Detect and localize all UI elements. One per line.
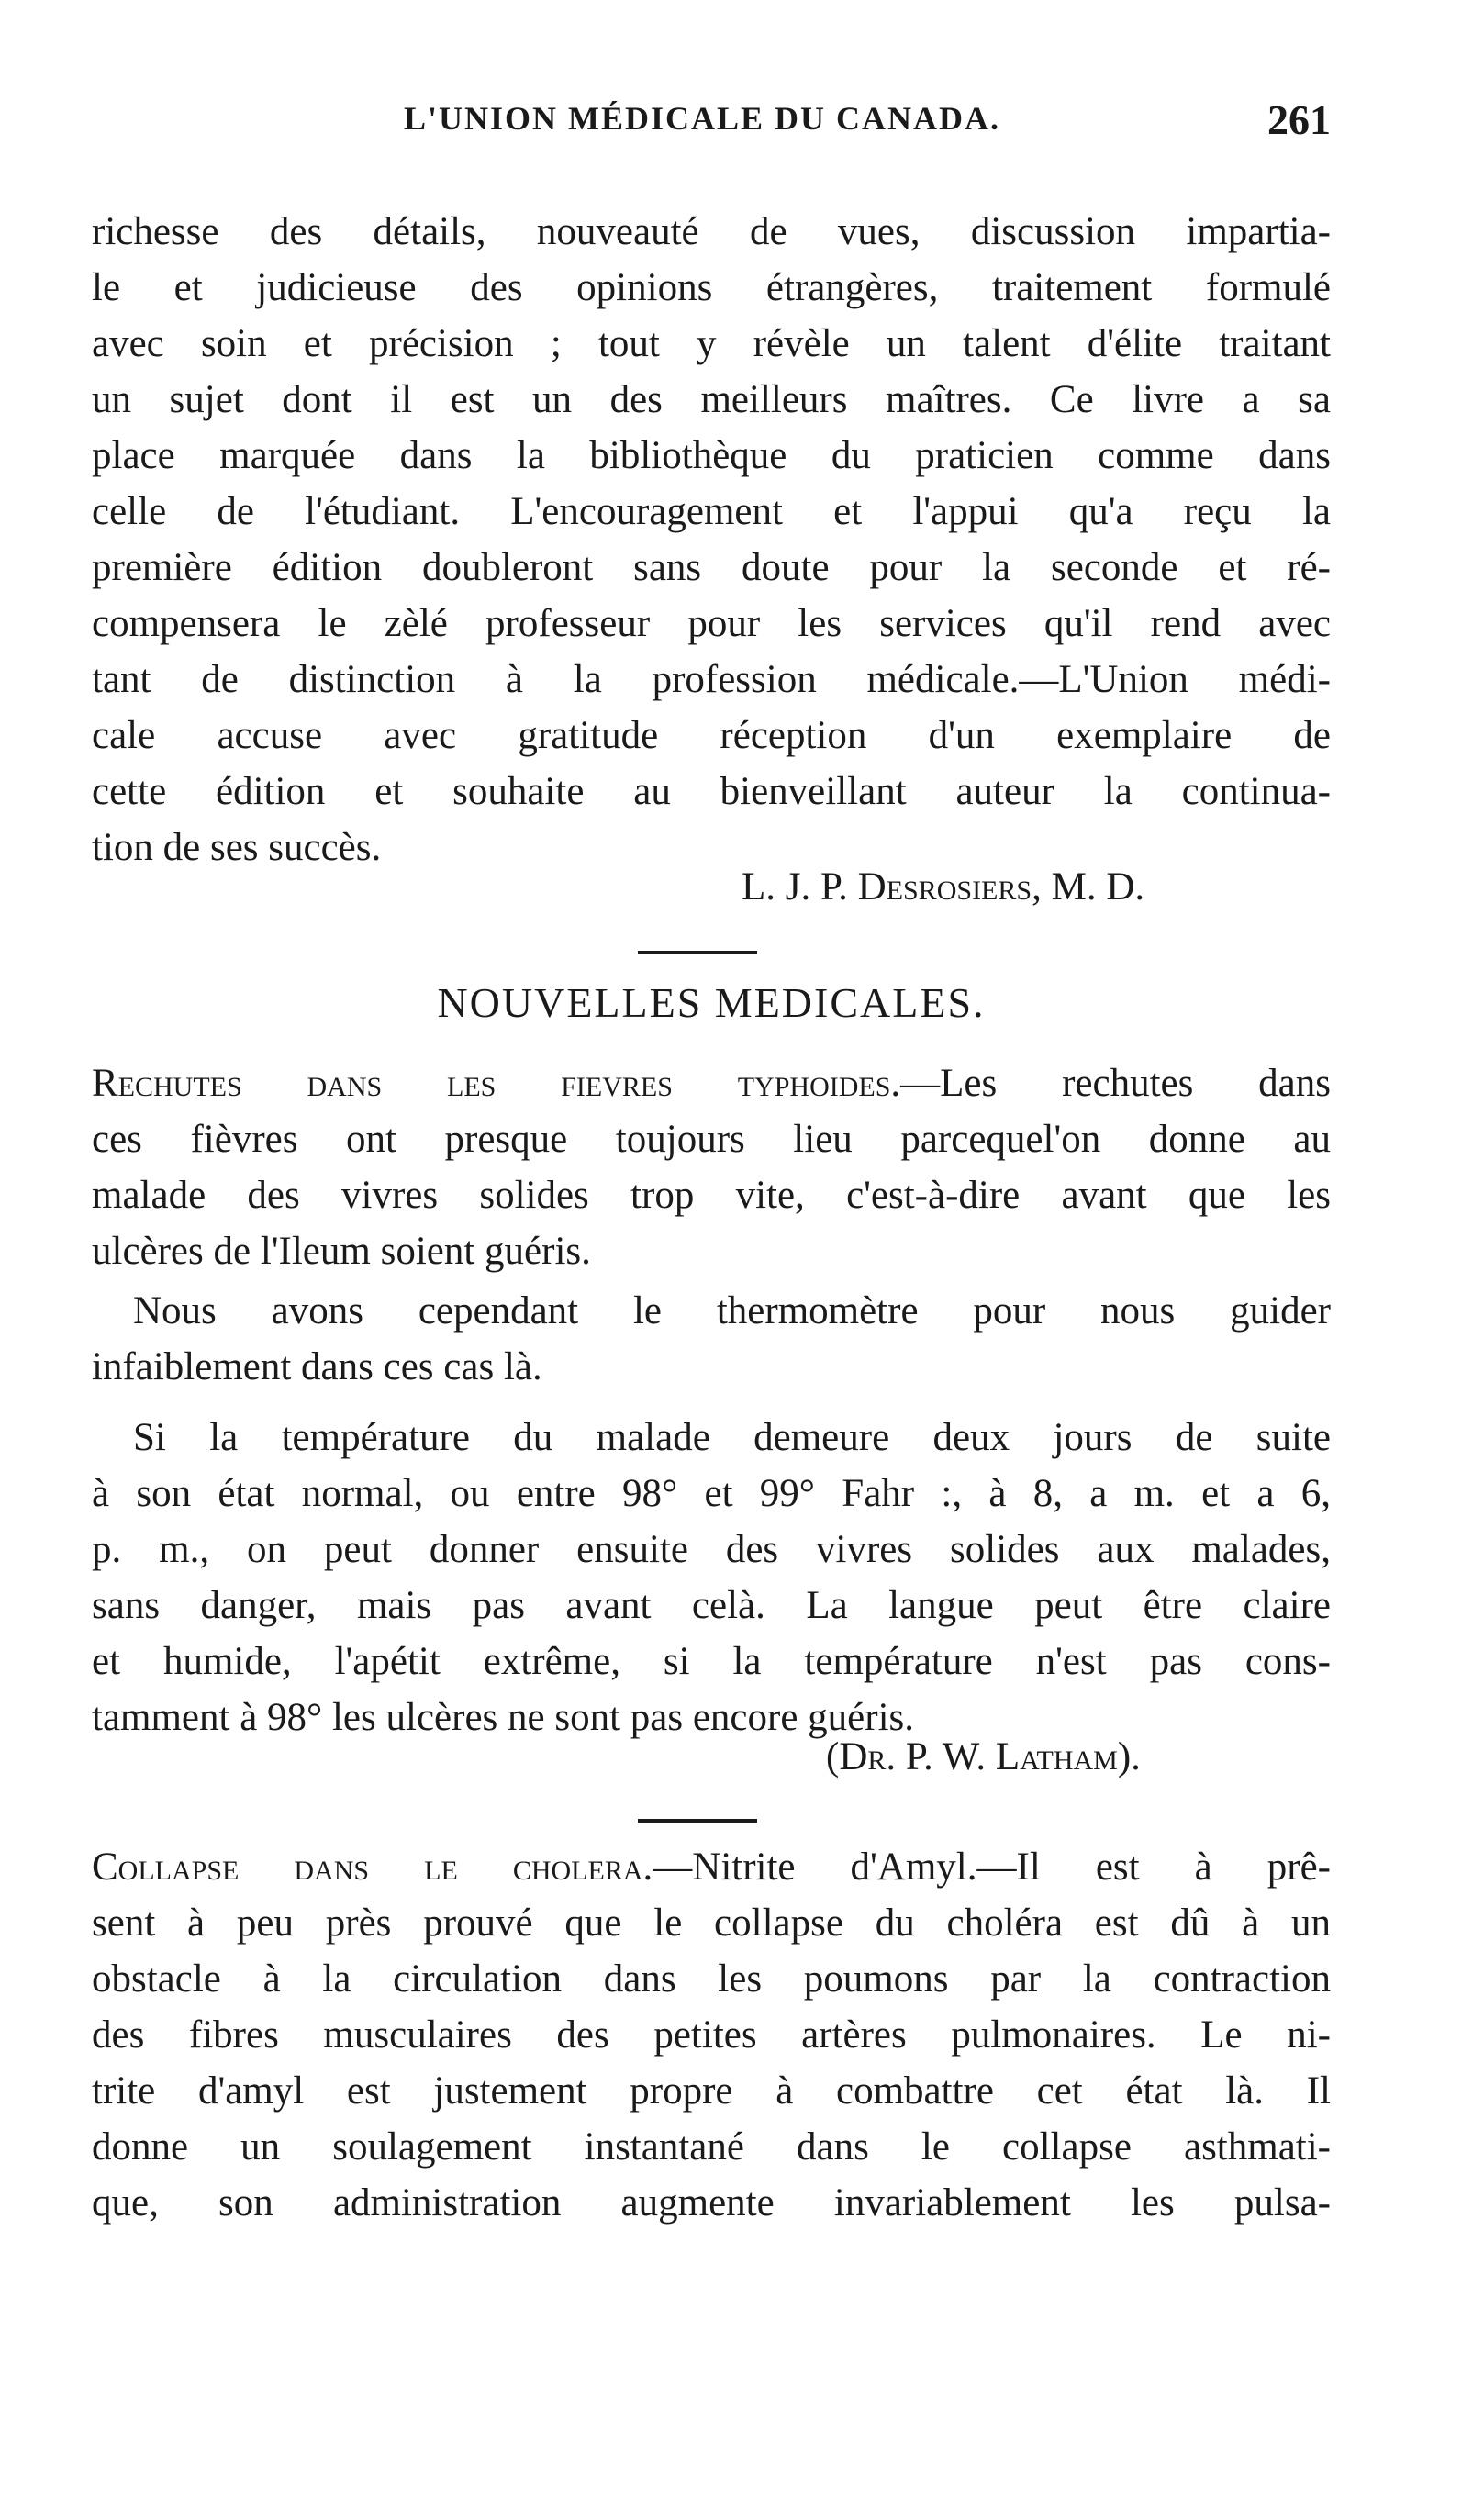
rechutes-paragraph-3 [92,1410,1331,1745]
text-run: —Les rechutes dans [900,1062,1331,1105]
text-line: des fibres musculaires des petites artères pulmonaires. Le ni- [92,2013,1331,2057]
text-line: sent à peu près prouvé que le collapse du choléra est dû à un [92,1901,1331,1945]
text-line: donne un soulagement instantané dans le collapse asthmati- [92,2125,1331,2169]
text-line: avec soin et précision ; tout y révèle un talent d'élite traitant [92,322,1331,365]
text-line: première édition doubleront sans doute pour la seconde et ré- [92,546,1331,589]
text-line: infaiblement dans ces cas là. [92,1345,542,1388]
text-line: celle de l'étudiant. L'encouragement et l'appui qu'a reçu la [92,490,1331,533]
review-signature: L. J. P. Desrosiers, M. D. [742,865,1145,909]
running-title: L'UNION MÉDICALE DU CANADA. [404,100,1001,137]
text-line: cette édition et souhaite au bienveillant auteur la continua- [92,770,1331,813]
section-divider [638,951,757,954]
text-line: malade des vivres solides trop vite, c'est-à-dire avant que les [92,1174,1331,1217]
rechutes-signature: (Dr. P. W. Latham). [826,1735,1141,1779]
article-heading: Collapse dans le cholera. [92,1846,653,1889]
review-paragraph [92,204,1331,875]
text-line: tion de ses succès. [92,826,382,869]
text-line: et humide, l'apétit extrême, si la température n'est pas cons- [92,1640,1331,1683]
text-run: —Nitrite d'Amyl.—Il est à prê- [653,1846,1332,1889]
text-line: tant de distinction à la profession médicale.—L'Union médi- [92,658,1331,701]
text-line: p. m., on peut donner ensuite des vivres solides aux malades, [92,1528,1331,1571]
text-line: un sujet dont il est un des meilleurs maîtres. Ce livre a sa [92,378,1331,421]
text-line: ces fièvres ont presque toujours lieu parcequel'on donne au [92,1118,1331,1161]
text-line: compensera le zèlé professeur pour les services qu'il rend avec [92,602,1331,645]
rechutes-paragraph-2 [92,1283,1331,1395]
section-title: NOUVELLES MEDICALES. [437,979,986,1026]
text-line: cale accuse avec gratitude réception d'un exemplaire de [92,714,1331,757]
page-header [92,96,1331,163]
text-line: obstacle à la circulation dans les poumons par la contraction [92,1957,1331,2001]
text-line: tamment à 98° les ulcères ne sont pas encore guéris. [92,1696,915,1739]
text-line: Nous avons cependant le thermomètre pour nous guider [133,1289,1331,1333]
text-line [92,1055,1331,1111]
text-line: que, son administration augmente invariablement les pulsa- [92,2181,1331,2225]
text-line: sans danger, mais pas avant celà. La langue peut être claire [92,1584,1331,1627]
text-line [92,1839,1331,1895]
text-line: place marquée dans la bibliothèque du praticien comme dans [92,434,1331,477]
page-number: 261 [1267,96,1331,143]
text-line: Si la température du malade demeure deux jours de suite [133,1416,1331,1459]
section-divider [638,1819,757,1823]
rechutes-paragraph [92,1055,1331,1279]
text-line: richesse des détails, nouveauté de vues, discussion impartia- [92,210,1331,253]
text-line: à son état normal, ou entre 98° et 99° Fahr :, à 8, a m. et a 6, [92,1472,1331,1515]
text-line: le et judicieuse des opinions étrangères, traitement formulé [92,266,1331,309]
collapse-paragraph [92,1839,1331,2231]
text-line: trite d'amyl est justement propre à combattre cet état là. Il [92,2069,1331,2113]
article-heading: Rechutes dans les fievres typhoides. [92,1062,901,1105]
text-line: ulcères de l'Ileum soient guéris. [92,1230,591,1273]
